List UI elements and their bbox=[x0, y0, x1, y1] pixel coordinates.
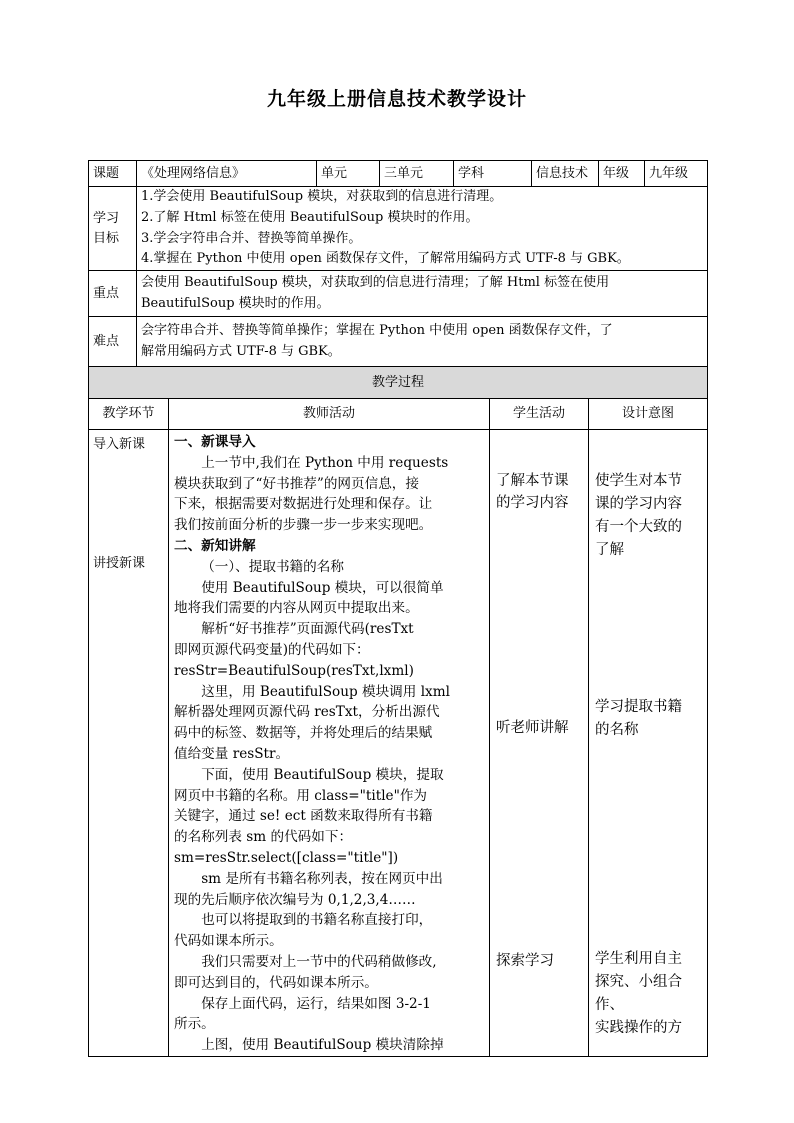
difficulties-row bbox=[89, 317, 708, 367]
stage-cell bbox=[89, 430, 169, 1057]
objectives-label: 学习 目标 bbox=[89, 187, 137, 271]
subject-label: 学科 bbox=[454, 161, 532, 187]
lesson-label: 课题 bbox=[89, 161, 137, 187]
objective-item: 3.学会字符串合并、替换等简单操作。 bbox=[141, 230, 362, 246]
grade-label: 年级 bbox=[599, 161, 645, 187]
grade-value: 九年级 bbox=[645, 161, 708, 187]
objective-item: 4.掌握在 Python 中使用 open 函数保存文件，了解常用编码方式 UTF-8 与 GBK。 bbox=[141, 251, 630, 267]
objective-item: 2.了解 Html 标签在使用 BeautifulSoup 模块时的作用。 bbox=[141, 209, 479, 225]
column-teacher: 教师活动 bbox=[169, 399, 490, 430]
info-row bbox=[89, 161, 708, 187]
stage-teaching: 讲授新课 bbox=[93, 556, 146, 571]
key-points-text: 会使用 BeautifulSoup 模块，对获取到的信息进行清理；了解 Html 标签在使用 BeautifulSoup 模块时的作用。 bbox=[137, 271, 708, 317]
process-header: 教学过程 bbox=[89, 367, 708, 399]
teacher-activity: 一、新课导入 上一节中,我们在 Python 中用 requests 模块获取到了“好书推荐”的网页信息，接 下来，根据需要对数据进行处理和保存。让 我们按前面分析的步骤一步一步来实现吧。 二、新知讲解 （一）、提取书籍的名称 使用 BeautifulSoup 模块，可以很简单 地将我们需要的内容从网页中提取出来。 解析“好书推荐”页面源代码(resTxt 即网页源代码变量)的代码如下： resStr=BeautifulSoup(resTxt,lxml) 这里，用 BeautifulSoup 模块调用 lxml 解析器处理网页源代码 resTxt，分析出源代 码中的标签、数据等，并将处理后的结果赋 值给变量 resStr。 下面，使用 BeautifulSoup 模块，提取 网页中书籍的名称。用 class="title"作为 关键字，通过 se! ect 函数来取得所有书籍 的名称列表 sm 的代码如下： sm=resStr.select([class="title"]) sm 是所有书籍名称列表，按在网页中出 现的先后顺序依次编号为 0,1,2,3,4…… 也可以将提取到的书籍名称直接打印， 代码如课本所示。 我们只需要对上一节中的代码稍做修改, 即可达到目的，代码如课本所示。 保存上面代码，运行，结果如图 3-2-1 所示。 上图，使用 BeautifulSoup 模块清除掉 bbox=[169, 430, 490, 1057]
column-student: 学生活动 bbox=[490, 399, 589, 430]
objectives-list bbox=[137, 187, 708, 271]
column-intent: 设计意图 bbox=[589, 399, 708, 430]
difficulties-label: 难点 bbox=[89, 317, 137, 367]
objectives-row bbox=[89, 187, 708, 271]
difficulties-text: 会字符串合并、替换等简单操作；掌握在 Python 中使用 open 函数保存文件，了 解常用编码方式 UTF-8 与 GBK。 bbox=[137, 317, 708, 367]
column-stage: 教学环节 bbox=[89, 399, 169, 430]
process-body-row bbox=[89, 430, 708, 1057]
page-title: 九年级上册信息技术教学设计 bbox=[266, 88, 527, 110]
process-table bbox=[88, 366, 708, 1057]
key-points-label: 重点 bbox=[89, 271, 137, 317]
lesson-value: 《处理网络信息》 bbox=[137, 161, 317, 187]
lesson-info-table bbox=[88, 160, 708, 367]
key-points-row bbox=[89, 271, 708, 317]
subject-value: 信息技术 bbox=[532, 161, 599, 187]
process-columns-row bbox=[89, 399, 708, 430]
unit-value: 三单元 bbox=[380, 161, 454, 187]
student-activity: 了解本节课 的学习内容 听老师讲解 探索学习 bbox=[490, 430, 589, 1057]
stage-intro: 导入新课 bbox=[93, 437, 146, 452]
objective-item: 1.学会使用 BeautifulSoup 模块，对获取到的信息进行清理。 bbox=[141, 189, 503, 204]
unit-label: 单元 bbox=[317, 161, 380, 187]
design-intent: 使学生对本节 课的学习内容 有一个大致的 了解 学习提取书籍 的名称 学生利用自主 探究、小组合作、 实践操作的方 bbox=[589, 430, 708, 1057]
